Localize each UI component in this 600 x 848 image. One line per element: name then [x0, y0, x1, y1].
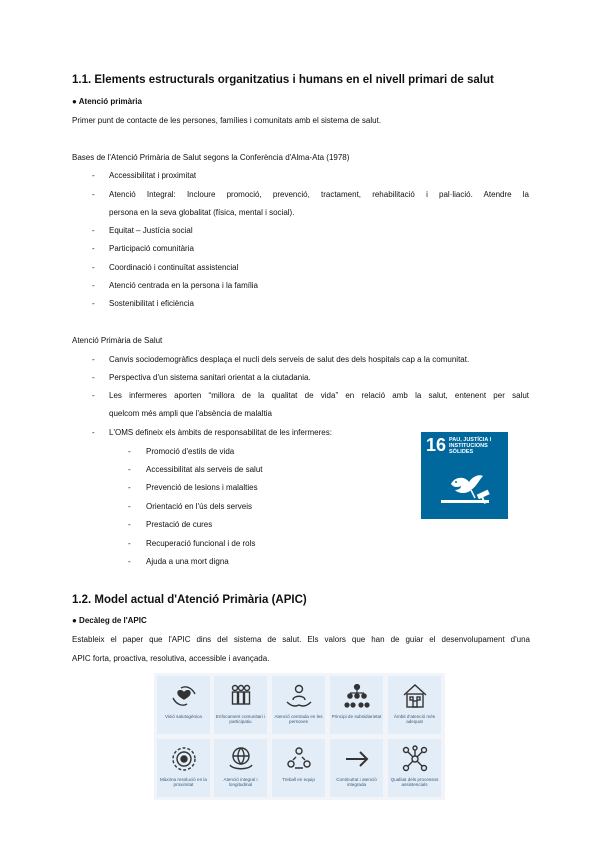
- alma-ata-item: Accessibilitat i proximitat: [109, 171, 197, 180]
- section-title-1-1: 1.1. Elements estructurals organitzatius i humans en el nivell primari de salut: [72, 74, 494, 86]
- subheading-decaleg: ● Decàleg de l'APIC: [72, 616, 147, 625]
- aps-item-continued: quelcom més ampli que l'absència de malaltia: [109, 409, 272, 418]
- aps-subitem: Ajuda a una mort digna: [146, 557, 229, 566]
- aps-item: L'OMS defineix els àmbits de responsabilitat de les infermeres:: [109, 428, 332, 437]
- apic-tile: [330, 739, 383, 797]
- tile-caption: Treball en equip: [282, 777, 315, 782]
- aps-subitem: Prevenció de lesions i malalties: [146, 483, 258, 492]
- tile-caption: Enfocament comunitari i participatiu: [215, 714, 266, 725]
- aps-heading: Atenció Primària de Salut: [72, 336, 163, 345]
- dash-bullet: -: [92, 299, 95, 308]
- apic-tile: [272, 676, 325, 734]
- tile-caption: Màxima resolució en la proximitat: [160, 777, 207, 788]
- tile-caption: Continuïtat i atenció integrada: [336, 777, 377, 788]
- apic-tile: [157, 676, 210, 734]
- sdg-label: PAU, JUSTÍCIA I INSTITUCIONS SÒLIDES: [449, 437, 492, 455]
- alma-ata-item: Equitat – Justícia social: [109, 226, 193, 235]
- dash-bullet: -: [92, 244, 95, 253]
- dash-bullet: -: [92, 281, 95, 290]
- tile-caption: Visió salutogènica: [165, 714, 202, 719]
- aps-subitem: Prestació de cures: [146, 520, 213, 529]
- apic-tile: [214, 739, 267, 797]
- dove-gavel-icon: [421, 432, 508, 519]
- apic-tile: [388, 676, 441, 734]
- person-centered-icon: [285, 682, 313, 710]
- dash-bullet: -: [92, 171, 95, 180]
- aps-item: Les infermeres aporten “millora de la qualitat de vida” en relació amb la salut, entenent per salut: [109, 391, 529, 400]
- aps-subitem: Promoció d'estils de vida: [146, 447, 235, 456]
- dash-bullet: -: [128, 483, 131, 492]
- dash-bullet: -: [92, 190, 95, 199]
- alma-ata-item: Atenció Integral: Incloure promoció, prevenció, tractament, rehabilitació i pal·liació. Atendre la: [109, 190, 529, 199]
- tile-caption: Atenció centrada en les persones: [274, 714, 323, 725]
- arrow-right-icon: [343, 745, 371, 773]
- apic-tile: [214, 676, 267, 734]
- apic-decalogue-grid: [154, 673, 445, 800]
- alma-ata-item: Sostenibilitat i eficiència: [109, 299, 194, 308]
- sdg-16-badge: [421, 432, 508, 519]
- alma-ata-heading: Bases de l'Atenció Primària de Salut segons la Conferència d'Alma-Ata (1978): [72, 153, 350, 162]
- apic-tile: [388, 739, 441, 797]
- hierarchy-icon: [343, 682, 371, 710]
- aps-subitem: Orientació en l'ús dels serveis: [146, 502, 253, 511]
- dash-bullet: -: [128, 520, 131, 529]
- globe-hands-icon: [227, 745, 255, 773]
- dash-bullet: -: [128, 539, 131, 548]
- dash-bullet: -: [92, 373, 95, 382]
- aps-subitem: Accessibilitat als serveis de salut: [146, 465, 263, 474]
- tile-caption: Àmbit d'atenció més adequat: [393, 714, 436, 725]
- dash-bullet: -: [128, 447, 131, 456]
- dash-bullet: -: [92, 428, 95, 437]
- dash-bullet: -: [128, 557, 131, 566]
- dash-bullet: -: [92, 226, 95, 235]
- dash-bullet: -: [92, 391, 95, 400]
- apic-description-line2: APIC forta, proactiva, resolutiva, accessible i avançada.: [72, 654, 270, 663]
- alma-ata-item-continued: persona en la seva globalitat (física, mental i social).: [109, 208, 295, 217]
- tile-caption: Atenció integral i longitudinal: [223, 777, 258, 788]
- target-gear-icon: [170, 745, 198, 773]
- handshake-heart-icon: [170, 682, 198, 710]
- alma-ata-item: Participació comunitària: [109, 244, 194, 253]
- aps-item: Canvis sociodemogràfics desplaça el nucli dels serveis de salut des dels hospitals cap a la comunitat.: [109, 355, 470, 364]
- sdg-number: 16: [426, 435, 447, 455]
- dash-bullet: -: [128, 465, 131, 474]
- section-title-1-2: 1.2. Model actual d'Atenció Primària (APIC): [72, 594, 307, 606]
- aps-item: Perspectiva d'un sistema sanitari orientat a la ciutadania.: [109, 373, 311, 382]
- apic-description-line1: Estableix el paper que l'APIC dins del sistema de salut. Els valors que han de guiar el desenvolupament d'una: [72, 635, 530, 644]
- community-group-icon: [227, 682, 255, 710]
- tile-caption: Qualitat dels processos assistencials: [390, 777, 439, 788]
- network-icon: [401, 745, 429, 773]
- tile-caption: Principi de subsidiarietat: [331, 714, 382, 719]
- definition-text: Primer punt de contacte de les persones, famílies i comunitats amb el sistema de salut.: [72, 116, 382, 125]
- dash-bullet: -: [92, 355, 95, 364]
- apic-tile: [157, 739, 210, 797]
- apic-tile: [330, 676, 383, 734]
- house-icon: [401, 682, 429, 710]
- apic-tile: [272, 739, 325, 797]
- alma-ata-item: Atenció centrada en la persona i la família: [109, 281, 258, 290]
- dash-bullet: -: [128, 502, 131, 511]
- dash-bullet: -: [92, 263, 95, 272]
- alma-ata-item: Coordinació i continuïtat assistencial: [109, 263, 239, 272]
- aps-subitem: Recuperació funcional i de rols: [146, 539, 256, 548]
- subheading-atencio-primaria: ● Atenció primària: [72, 97, 142, 106]
- team-icon: [285, 745, 313, 773]
